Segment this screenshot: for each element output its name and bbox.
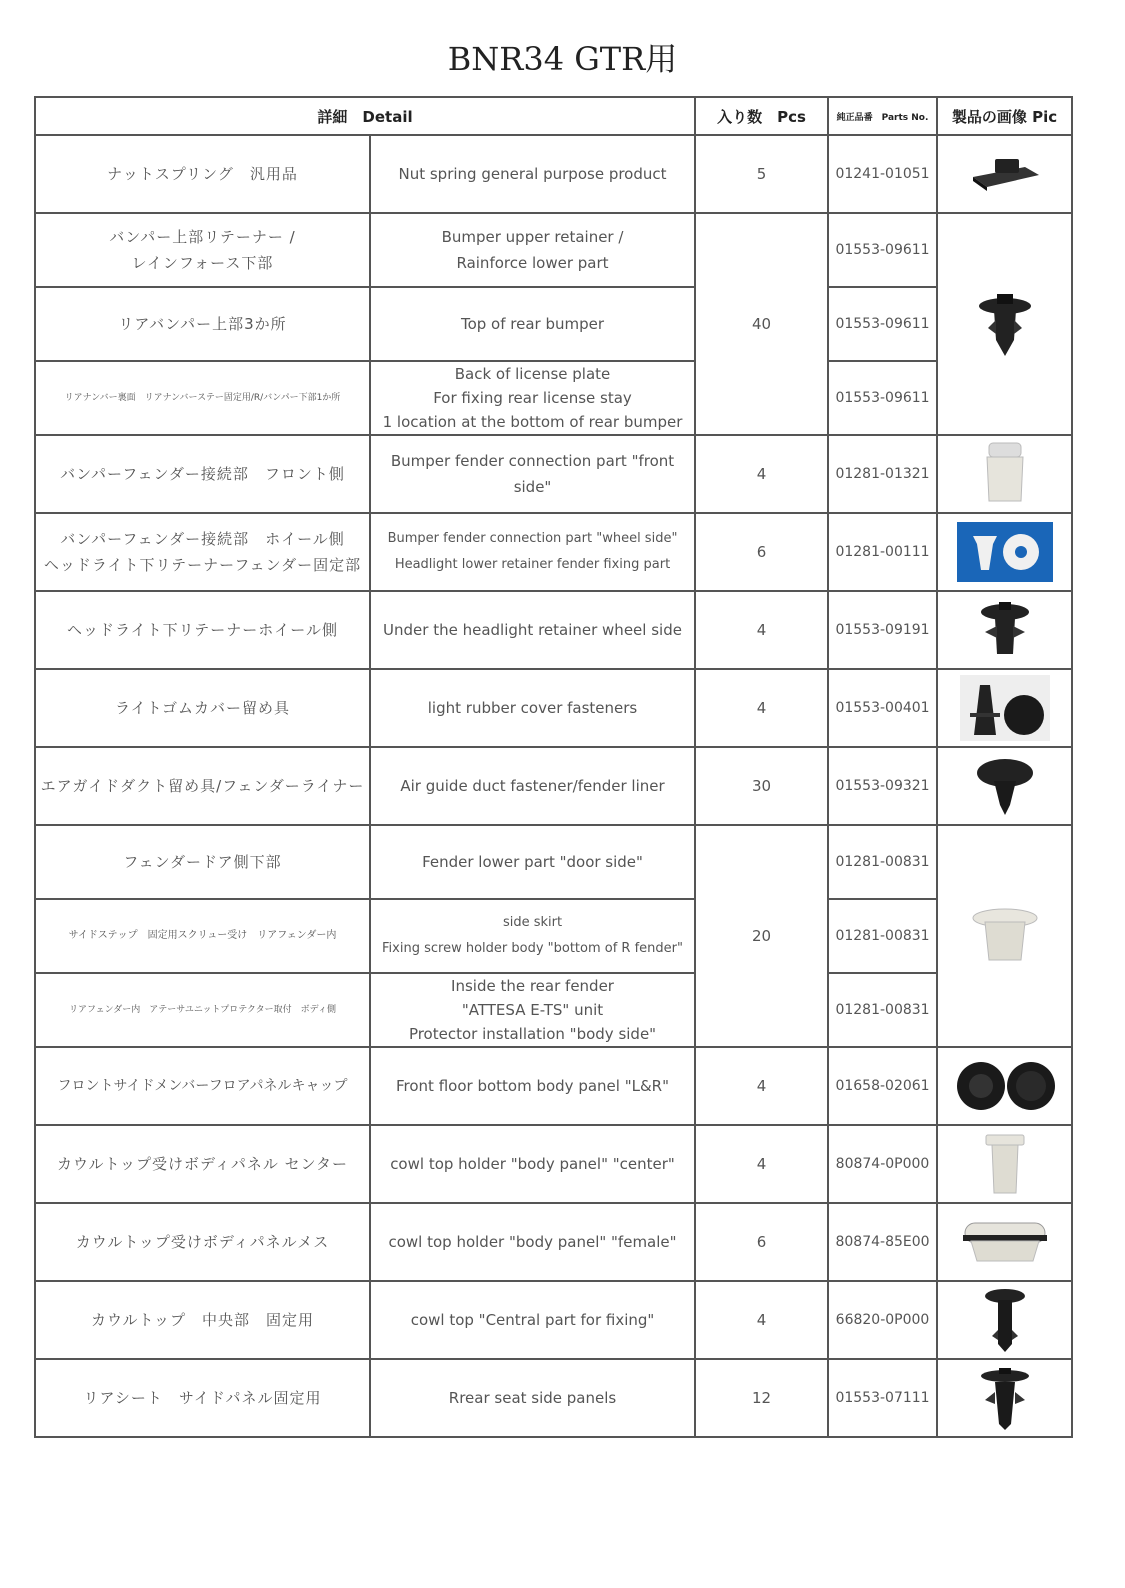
pcs-cell: 40 xyxy=(695,213,828,435)
blue-clip-image xyxy=(957,522,1053,582)
jp-description: ナットスプリング 汎用品 xyxy=(35,135,370,213)
jp-description: エアガイドダクト留め具/フェンダーライナー xyxy=(35,747,370,825)
cowl-holder-image xyxy=(980,1131,1030,1197)
grommet-image xyxy=(969,904,1041,968)
white-clip-image xyxy=(975,439,1035,509)
header-row xyxy=(35,97,1072,135)
en-description: cowl top holder "body panel" "female" xyxy=(370,1203,695,1281)
table-row xyxy=(35,747,1072,825)
jp-description: サイドステップ 固定用スクリュー受け リアフェンダー内 xyxy=(35,899,370,973)
en-description: Front floor bottom body panel "L&R" xyxy=(370,1047,695,1125)
part-image xyxy=(937,1203,1072,1281)
en-description: Bumper fender connection part "wheel side" Headlight lower retainer fender fixing part xyxy=(370,513,695,591)
table-row xyxy=(35,669,1072,747)
en-description: Bumper fender connection part "front side" xyxy=(370,435,695,513)
jp-description: リアバンパー上部3か所 xyxy=(35,287,370,361)
pcs-cell: 4 xyxy=(695,1125,828,1203)
pcs-cell: 20 xyxy=(695,825,828,1047)
part-image xyxy=(937,669,1072,747)
table-row xyxy=(35,591,1072,669)
part-number: 01281-00831 xyxy=(828,973,937,1047)
table-row xyxy=(35,1047,1072,1125)
push-clip-image xyxy=(970,284,1040,364)
part-number: 01241-01051 xyxy=(828,135,937,213)
header-pic: 製品の画像 Pic xyxy=(937,97,1072,135)
part-image xyxy=(937,513,1072,591)
part-number: 80874-0P000 xyxy=(828,1125,937,1203)
part-number: 01553-09321 xyxy=(828,747,937,825)
part-number: 01281-01321 xyxy=(828,435,937,513)
black-rivet-image xyxy=(975,598,1035,662)
pcs-cell: 6 xyxy=(695,513,828,591)
table-row xyxy=(35,135,1072,213)
table-row xyxy=(35,825,1072,899)
part-number: 01553-09191 xyxy=(828,591,937,669)
table-row xyxy=(35,513,1072,591)
table-row xyxy=(35,435,1072,513)
pcs-cell: 4 xyxy=(695,435,828,513)
table-row xyxy=(35,1359,1072,1437)
part-image xyxy=(937,1359,1072,1437)
pcs-cell: 4 xyxy=(695,1281,828,1359)
en-description: Top of rear bumper xyxy=(370,287,695,361)
table-row xyxy=(35,361,1072,435)
pcs-cell: 6 xyxy=(695,1203,828,1281)
jp-description: リアシート サイドパネル固定用 xyxy=(35,1359,370,1437)
table-row xyxy=(35,1125,1072,1203)
table-row xyxy=(35,899,1072,973)
en-description: side skirt Fixing screw holder body "bottom of R fender" xyxy=(370,899,695,973)
pcs-cell: 5 xyxy=(695,135,828,213)
part-number: 01281-00111 xyxy=(828,513,937,591)
jp-description: バンパーフェンダー接続部 ホイール側 ヘッドライト下リテーナーフェンダー固定部 xyxy=(35,513,370,591)
jp-description: ライトゴムカバー留め具 xyxy=(35,669,370,747)
en-description: Air guide duct fastener/fender liner xyxy=(370,747,695,825)
part-image xyxy=(937,747,1072,825)
part-number: 66820-0P000 xyxy=(828,1281,937,1359)
pcs-cell: 12 xyxy=(695,1359,828,1437)
part-number: 01553-00401 xyxy=(828,669,937,747)
page-title: BNR34 GTR用 xyxy=(447,40,678,78)
jp-description: リアフェンダー内 アテーサユニットプロテクター取付 ボディ側 xyxy=(35,973,370,1047)
header-pcs: 入り数 Pcs xyxy=(695,97,828,135)
part-image xyxy=(937,213,1072,435)
central-fixing-clip-image xyxy=(980,1286,1030,1354)
part-image xyxy=(937,825,1072,1047)
pcs-cell: 4 xyxy=(695,1047,828,1125)
table-row xyxy=(35,1203,1072,1281)
table-row xyxy=(35,287,1072,361)
jp-description: バンパーフェンダー接続部 フロント側 xyxy=(35,435,370,513)
jp-description: カウルトップ 中央部 固定用 xyxy=(35,1281,370,1359)
en-description: Rrear seat side panels xyxy=(370,1359,695,1437)
pcs-cell: 4 xyxy=(695,669,828,747)
parts-table xyxy=(34,96,1073,1438)
header-parts-no: 純正品番 Parts No. xyxy=(828,97,937,135)
part-number: 80874-85E00 xyxy=(828,1203,937,1281)
table-row xyxy=(35,973,1072,1047)
header-detail: 詳細 Detail xyxy=(35,97,695,135)
part-image xyxy=(937,591,1072,669)
en-description: Fender lower part "door side" xyxy=(370,825,695,899)
jp-description: ヘッドライト下リテーナーホイール側 xyxy=(35,591,370,669)
part-image xyxy=(937,1047,1072,1125)
duct-fastener-image xyxy=(972,753,1038,819)
female-holder-image xyxy=(957,1215,1053,1269)
rubber-fastener-image xyxy=(960,675,1050,741)
floor-cap-image xyxy=(953,1058,1057,1114)
part-image xyxy=(937,1125,1072,1203)
jp-description: バンパー上部リテーナー / レインフォース下部 xyxy=(35,213,370,287)
en-description: Inside the rear fender "ATTESA E-TS" unit Protector installation "body side" xyxy=(370,973,695,1047)
jp-description: フロントサイドメンバーフロアパネルキャップ xyxy=(35,1047,370,1125)
part-number: 01658-02061 xyxy=(828,1047,937,1125)
part-number: 01281-00831 xyxy=(828,899,937,973)
en-description: Nut spring general purpose product xyxy=(370,135,695,213)
en-description: light rubber cover fasteners xyxy=(370,669,695,747)
jp-description: カウルトップ受けボディパネルメス xyxy=(35,1203,370,1281)
en-description: Back of license plate For fixing rear license stay 1 location at the bottom of rear bumper xyxy=(370,361,695,435)
part-image xyxy=(937,135,1072,213)
pcs-cell: 30 xyxy=(695,747,828,825)
jp-description: カウルトップ受けボディパネル センター xyxy=(35,1125,370,1203)
part-number: 01281-00831 xyxy=(828,825,937,899)
table-row xyxy=(35,1281,1072,1359)
part-number: 01553-07111 xyxy=(828,1359,937,1437)
jp-description: リアナンバー裏面 リアナンバーステー固定用/R/バンパー下部1か所 xyxy=(35,361,370,435)
jp-description: フェンダードア側下部 xyxy=(35,825,370,899)
seat-panel-clip-image xyxy=(973,1364,1037,1432)
nut-spring-image xyxy=(965,149,1045,199)
part-number: 01553-09611 xyxy=(828,213,937,287)
en-description: Under the headlight retainer wheel side xyxy=(370,591,695,669)
part-number: 01553-09611 xyxy=(828,361,937,435)
en-description: cowl top "Central part for fixing" xyxy=(370,1281,695,1359)
table-row xyxy=(35,213,1072,287)
pcs-cell: 4 xyxy=(695,591,828,669)
en-description: Bumper upper retainer / Rainforce lower part xyxy=(370,213,695,287)
part-image xyxy=(937,435,1072,513)
part-image xyxy=(937,1281,1072,1359)
part-number: 01553-09611 xyxy=(828,287,937,361)
en-description: cowl top holder "body panel" "center" xyxy=(370,1125,695,1203)
